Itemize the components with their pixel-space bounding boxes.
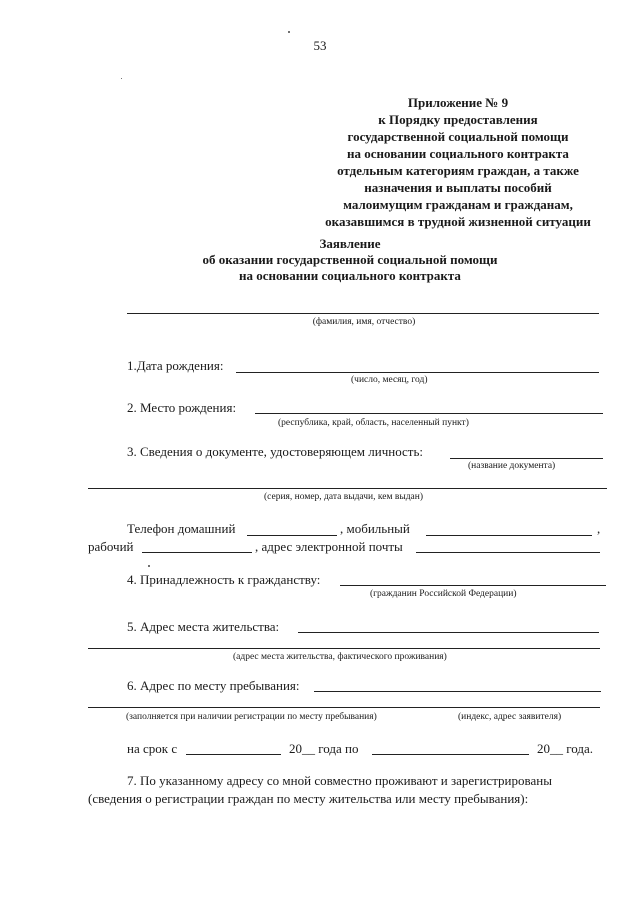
id-doc-details-field[interactable] <box>88 488 607 489</box>
stay-field-1[interactable] <box>314 691 601 692</box>
birth-date-field[interactable] <box>236 372 599 373</box>
title-line: об оказании государственной социальной помощи <box>202 252 498 267</box>
term-start-field[interactable] <box>186 754 281 755</box>
document-title <box>0 236 640 284</box>
stay-caption-right: (индекс, адрес заявителя) <box>458 712 562 722</box>
fio-field[interactable] <box>127 313 599 314</box>
term-year2: 20__ года. <box>537 741 594 756</box>
appendix-header <box>308 94 608 230</box>
appendix-line: оказавшимся в трудной жизненной ситуации <box>325 214 591 229</box>
page-number: 53 <box>313 38 327 53</box>
phone-mobile-label: , мобильный <box>340 521 410 536</box>
citizenship-label: 4. Принадлежность к гражданству: <box>127 572 321 587</box>
appendix-line: государственной социальной помощи <box>347 129 569 144</box>
citizenship-caption: (гражданин Российской Федерации) <box>370 589 517 599</box>
phone-home-field[interactable] <box>247 535 337 536</box>
residence-field-1[interactable] <box>298 632 599 633</box>
item7-line1: 7. По указанному адресу со мной совместно проживают и зарегистрированы <box>127 773 552 788</box>
scan-speck <box>288 31 290 33</box>
id-doc-name-field[interactable] <box>450 458 603 459</box>
title-line: на основании социального контракта <box>239 268 461 283</box>
id-doc-details-caption: (серия, номер, дата выдачи, кем выдан) <box>264 492 424 502</box>
id-doc-caption: (название документа) <box>468 461 556 471</box>
stay-label: 6. Адрес по месту пребывания: <box>127 678 300 693</box>
birth-place-field[interactable] <box>255 413 603 414</box>
appendix-line: Приложение № 9 <box>407 95 509 110</box>
email-label: , адрес электронной почты <box>255 539 403 554</box>
phone-comma: , <box>597 521 601 536</box>
email-field[interactable] <box>416 552 600 553</box>
scan-speck <box>148 565 150 567</box>
appendix-line: на основании социального контракта <box>347 146 569 161</box>
appendix-line: назначения и выплаты пособий <box>364 180 552 195</box>
birth-date-label: 1.Дата рождения: <box>127 358 224 373</box>
residence-field-2[interactable] <box>88 648 600 649</box>
appendix-line: к Порядку предоставления <box>378 112 538 127</box>
residence-label: 5. Адрес места жительства: <box>127 619 280 634</box>
term-prefix: на срок с <box>127 741 178 756</box>
phone-home-label: Телефон домашний <box>127 521 236 536</box>
phone-mobile-field[interactable] <box>426 535 592 536</box>
term-end-field[interactable] <box>372 754 529 755</box>
birth-date-caption: (число, месяц, год) <box>351 375 428 385</box>
phone-work-label: рабочий <box>88 539 134 554</box>
birth-place-label: 2. Место рождения: <box>127 400 237 415</box>
title-line: Заявление <box>319 236 381 251</box>
residence-caption: (адрес места жительства, фактического проживания) <box>233 652 447 662</box>
appendix-line: малоимущим гражданам и гражданам, <box>343 197 573 212</box>
birth-place-caption: (республика, край, область, населенный пункт) <box>278 418 469 428</box>
item7-line2: (сведения о регистрации граждан по месту жительства или месту пребывания): <box>88 791 529 806</box>
stay-field-2[interactable] <box>88 707 600 708</box>
term-year1: 20__ года по <box>289 741 359 756</box>
phone-work-field[interactable] <box>142 552 252 553</box>
id-doc-label: 3. Сведения о документе, удостоверяющем личность: <box>127 444 424 459</box>
stay-caption-left: (заполняется при наличии регистрации по месту пребывания) <box>126 712 377 722</box>
scan-speck <box>121 78 122 79</box>
citizenship-field[interactable] <box>340 585 606 586</box>
appendix-line: отдельным категориям граждан, а также <box>337 163 579 178</box>
fio-caption: (фамилия, имя, отчество) <box>312 317 416 327</box>
